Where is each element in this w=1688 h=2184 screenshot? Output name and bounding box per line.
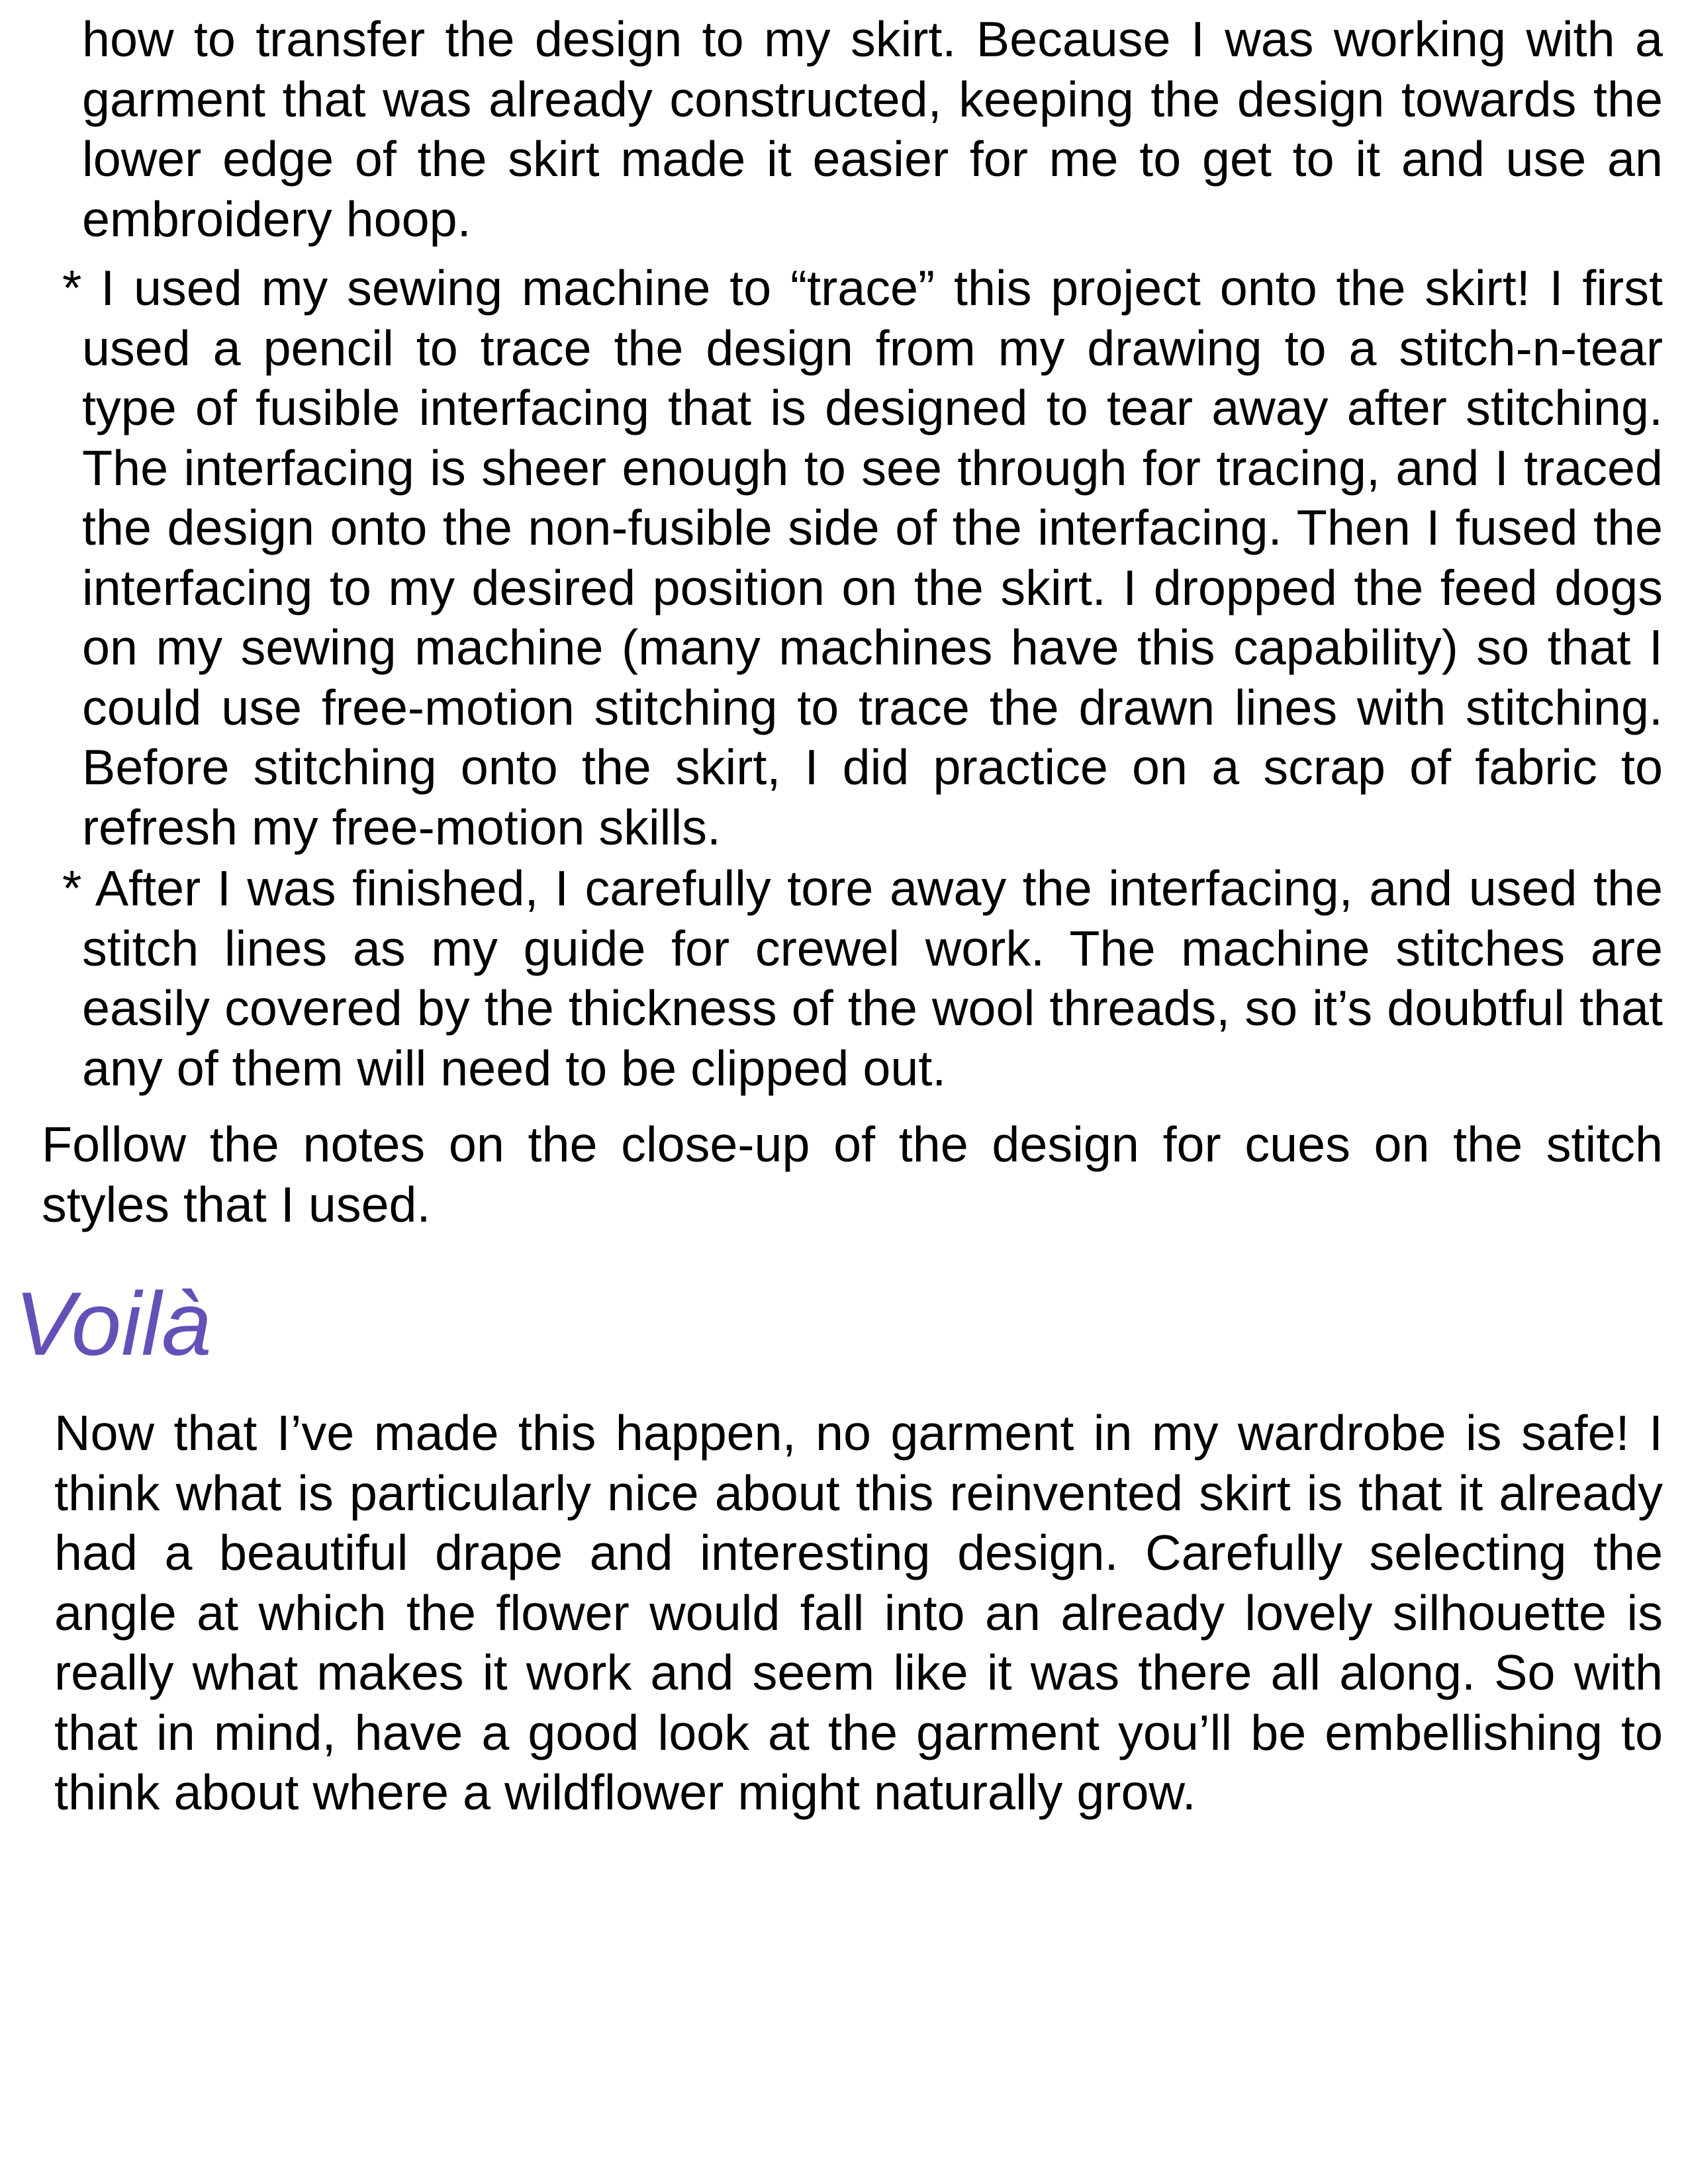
bullet-item-trace: * I used my sewing machine to “trace” this project onto the skirt! I first used a pencil to trace the design from my drawing to a stitch-n-tear type of fusible interfacing that is designed to tear away after stitching. The interfacing is sheer enough to see through for tracing, and I traced the design onto the non-fusible side of the interfacing. Then I fused the interfacing to my desired position on the skirt. I dropped the feed dogs on my sewing machine (many machines have this capability) so that I could use free-motion stitching to trace the drawn lines with stitching. Before stitching onto the skirt, I did practice on a scrap of fabric to refresh my free-motion skills. xyxy=(62,260,1663,855)
closing-paragraph: Now that I’ve made this happen, no garment in my wardrobe is safe! I think what is particularly nice about this reinvented skirt is that it already had a beautiful drape and interesting design. Carefully selecting the angle at which the flower would fall into an already lovely silhouette is really what makes it work and seem like it was there all along. So with that in mind, have a good look at the garment you’ll be embellishing to think about where a wildflower might naturally grow. xyxy=(54,1405,1663,1820)
bullet-item-tear-away: * After I was finished, I carefully tore away the interfacing, and used the stitch lines as my guide for crewel work. The machine stitches are easily covered by the thickness of the wool threads, so it’s doubtful that any of them will need to be clipped out. xyxy=(62,860,1663,1096)
follow-notes-paragraph: Follow the notes on the close-up of the design for cues on the stitch styles that I used. xyxy=(42,1116,1663,1232)
continued-paragraph: how to transfer the design to my skirt. Because I was working with a garment that was already constructed, keeping the design towards the lower edge of the skirt made it easier for me to get to it and use an embroidery hoop. xyxy=(82,11,1663,247)
section-heading: Voilà xyxy=(15,1273,212,1374)
